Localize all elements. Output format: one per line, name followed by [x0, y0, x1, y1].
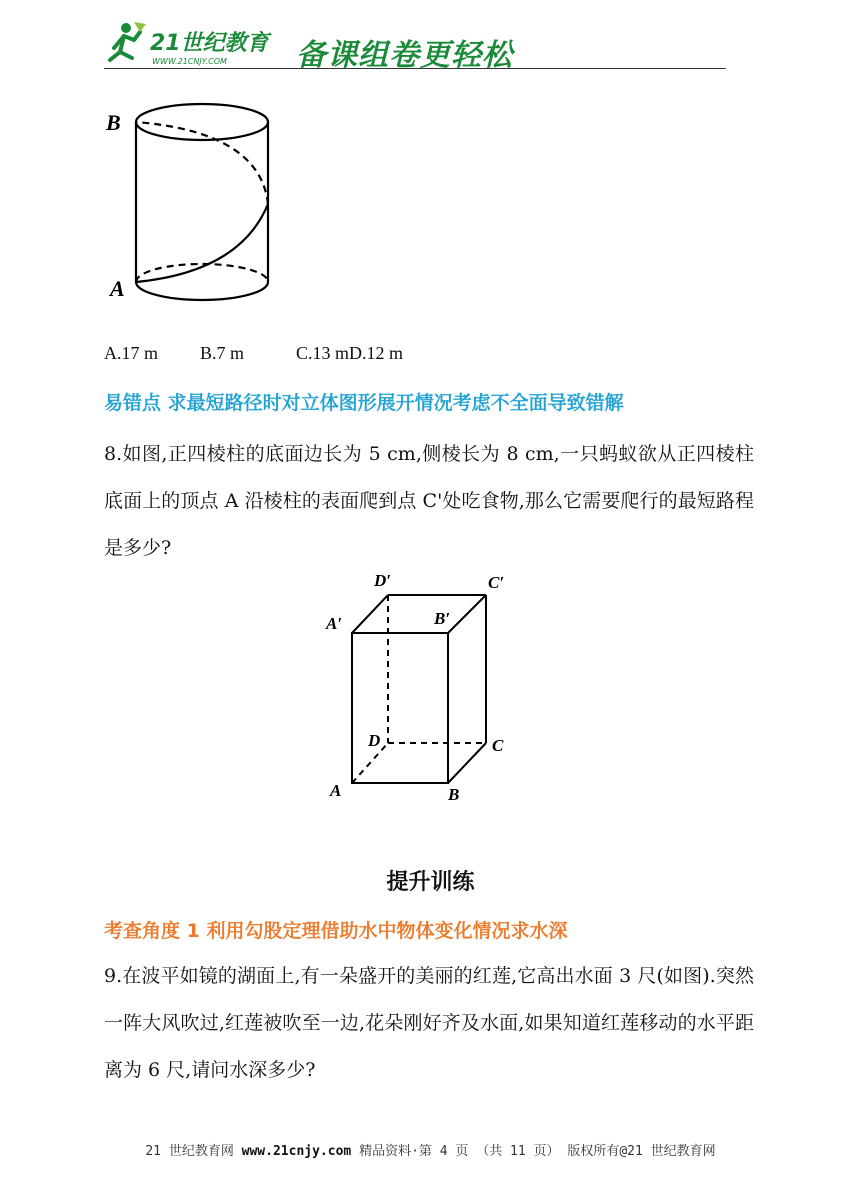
prism-top-left	[352, 595, 388, 633]
prism-label-d: D	[368, 731, 381, 750]
helix-front	[136, 204, 268, 282]
header-slogan: 备课组卷更轻松	[296, 38, 513, 73]
prism-label-c: C	[492, 736, 504, 755]
section-heading-error: 易错点 求最短路径时对立体图形展开情况考虑不全面导致错解	[104, 392, 624, 414]
prism-label-a: A	[330, 781, 342, 800]
answer-options	[104, 343, 403, 364]
footer-info: 精品资料·第 4 页 （共 11 页） 版权所有@21 世纪教育网	[359, 1144, 716, 1159]
footer-url[interactable]: www.21cnjy.com	[241, 1144, 352, 1159]
prism-label-b-prime: B′	[434, 609, 451, 628]
prism-label-c-prime: C′	[488, 573, 505, 592]
section-heading-angle-1: 考查角度 1 利用勾股定理借助水中物体变化情况求水深	[104, 920, 568, 942]
option-a: A.17 m	[104, 343, 158, 363]
option-b: B.7 m	[200, 343, 245, 363]
cylinder-figure	[100, 92, 280, 314]
logo-text: 21世纪教育	[150, 31, 269, 56]
prism-figure	[320, 566, 530, 806]
prism-front-face	[352, 633, 448, 783]
page-footer	[0, 1140, 861, 1159]
footer-site: 21 世纪教育网	[145, 1144, 234, 1159]
logo-url: WWW.21CNJY.COM	[152, 57, 227, 66]
cylinder-label-b: B	[106, 110, 121, 135]
header-divider	[104, 68, 726, 69]
question-8: 8.如图,正四棱柱的底面边长为 5 cm,侧棱长为 8 cm,一只蚂蚁欲从正四棱柱底面上的顶点 A 沿棱柱的表面爬到点 C'处吃食物,那么它需要爬行的最短路程是多少?	[104, 443, 754, 559]
question-9: 9.在波平如镜的湖面上,有一朵盛开的美丽的红莲,它高出水面 3 尺(如图).突然一阵大风吹过,红莲被吹至一边,花朵刚好齐及水面,如果知道红莲移动的水平距离为 6 尺,请问水深多少?	[104, 965, 754, 1081]
site-logo	[104, 18, 294, 70]
prism-top-right	[448, 595, 486, 633]
option-c: C.13 m	[296, 343, 350, 363]
prism-label-a-prime: A′	[326, 614, 343, 633]
prism-bottom-right	[448, 743, 486, 783]
cylinder-label-a: A	[110, 276, 125, 301]
option-d: D.12 m	[349, 343, 404, 363]
cylinder-bottom-front	[136, 282, 268, 300]
prism-label-d-prime: D′	[374, 571, 392, 590]
section-title-advanced: 提升训练	[386, 870, 475, 895]
runner-icon	[110, 22, 146, 60]
prism-label-b: B	[448, 785, 460, 804]
